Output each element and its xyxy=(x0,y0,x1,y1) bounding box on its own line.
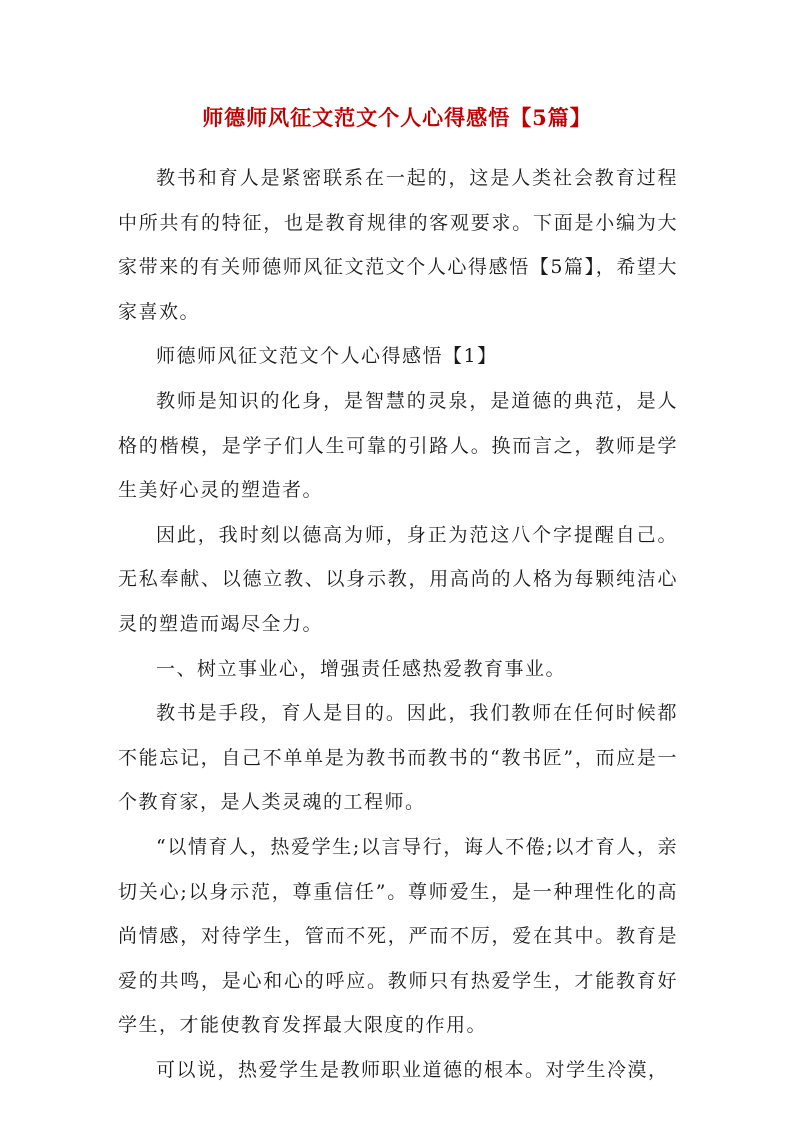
body-paragraph: “以情育人，热爱学生;以言导行，诲人不倦;以才育人，亲切关心;以身示范，尊重信任”。尊师爱生，是一种理性化的高尚情感，对待学生，管而不死，严而不厉，爱在其中。教育是爱的共鸣，是心和心的呼应。教师只有热爱学生，才能教育好学生，才能使教育发挥最大限度的作用。 xyxy=(118,835,678,1037)
document-body xyxy=(118,156,678,1092)
intro-paragraph: 教书和育人是紧密联系在一起的，这是人类社会教育过程中所共有的特征，也是教育规律的客观要求。下面是小编为大家带来的有关师德师风征文范文个人心得感悟【5篇】，希望大家喜欢。 xyxy=(118,167,678,323)
body-paragraph: 因此，我时刻以德高为师，身正为范这八个字提醒自己。无私奉献、以德立教、以身示教，用高尚的人格为每颗纯洁心灵的塑造而竭尽全力。 xyxy=(118,523,678,635)
subsection-heading: 一、树立事业心，增强责任感热爱教育事业。 xyxy=(156,657,567,680)
page-title: 师德师风征文范文个人心得感悟【5篇】 xyxy=(202,105,592,130)
body-paragraph: 可以说，热爱学生是教师职业道德的根本。对学生冷漠， xyxy=(156,1058,669,1081)
body-paragraph: 教师是知识的化身，是智慧的灵泉，是道德的典范，是人格的楷模，是学子们人生可靠的引路人。换而言之，教师是学生美好心灵的塑造者。 xyxy=(118,389,678,502)
section-heading: 师德师风征文范文个人心得感悟【1】 xyxy=(156,345,498,368)
body-paragraph: 教书是手段，育人是目的。因此，我们教师在任何时候都不能忘记，自己不单单是为教书而教书的“教书匠”，而应是一个教育家，是人类灵魂的工程师。 xyxy=(118,702,678,814)
